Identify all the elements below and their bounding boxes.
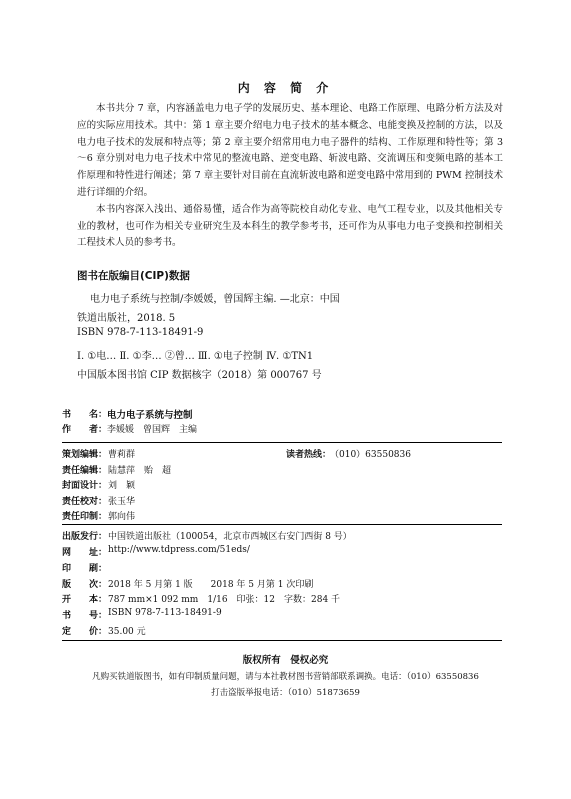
format: 787 mm×1 092 mm 1/16 印张：12 字数：284 千	[108, 595, 341, 605]
quality-notice: 凡购买铁道版图书，如有印制质量问题，请与本社教材图书营销部联系调换。电话：（010）63550836	[92, 672, 479, 682]
edition: 2018 年 5 月第 1 版 2018 年 5 月第 1 次印刷	[108, 580, 314, 590]
planning-editor: 曹莉群	[108, 450, 136, 460]
printer-label: 印 刷：	[62, 564, 108, 574]
price: 35.00 元	[108, 627, 146, 637]
divider-mid	[62, 524, 502, 525]
editor: 陆慧萍 贻 超	[108, 466, 172, 476]
book-title-label: 书 名：	[62, 410, 108, 420]
proofreader-label: 责任校对：	[62, 497, 108, 507]
price-label: 定 价：	[62, 627, 108, 637]
copyright-notice: 版权所有 侵权必究	[242, 655, 329, 666]
website-label: 网 址：	[62, 548, 108, 558]
summary-body	[77, 101, 503, 252]
isbn-label: 书 号：	[62, 611, 108, 621]
edition-label: 版 次：	[62, 580, 108, 590]
summary-paragraph-1: 本书共分 7 章，内容涵盖电力电子学的发展历史、基本理论、电路工作原理、电路分析方法及对应的实际应用技术。其中：第 1 章主要介绍电力电子技术的基本概念、电能变换及控制的方法，以及电力电子技术的发展和特点等；第 2 章主要介绍常用电力电子器件的结构、工作原理和特性等；第 3～6 章分别对电力电子技术中常见的整流电路、逆变电路、斩波电路、交流调压和变频电路的基本工作原理和特性进行阐述；第 7 章主要针对目前在直流斩波电路和逆变电路中常用到的 PWM 控制技术进行详细的介绍。	[77, 103, 503, 198]
book-author-label: 作 者：	[62, 425, 108, 435]
print-supervisor-label: 责任印制：	[62, 512, 108, 522]
format-label: 开 本：	[62, 595, 108, 605]
divider-top	[62, 442, 502, 443]
editor-label: 责任编辑：	[62, 466, 108, 476]
summary-paragraph-2: 本书内容深入浅出、通俗易懂，适合作为高等院校自动化专业、电气工程专业，以及其他相关专业的教材，也可作为相关专业研究生及本科生的教学参考书，还可作为从事电力电子变换和控制相关工程技术人员的参考书。	[77, 203, 503, 249]
proofreader: 张玉华	[108, 497, 136, 507]
isbn: ISBN 978-7-113-18491-9	[108, 608, 222, 618]
hotline: （010）63550836	[330, 450, 411, 460]
cover-design-label: 封面设计：	[62, 481, 108, 491]
cip-line-1: 电力电子系统与控制/李媛媛，曾国辉主编. —北京：中国	[90, 294, 340, 305]
summary-title: 内 容 简 介	[237, 81, 334, 95]
hotline-label: 读者热线：	[286, 450, 332, 460]
planning-editor-label: 策划编辑：	[62, 450, 108, 460]
anti-piracy-hotline: 打击盗版举报电话：（010）51873659	[211, 688, 360, 698]
cip-line-3: ISBN 978-7-113-18491-9	[77, 327, 204, 338]
book-author: 李媛媛 曾国辉 主编	[107, 425, 198, 435]
cip-line-4: Ⅰ. ①电… Ⅱ. ①李… ②曾… Ⅲ. ①电子控制 Ⅳ. ①TN1	[77, 351, 314, 362]
cip-heading: 图书在版编目(CIP)数据	[77, 270, 190, 282]
publisher-label: 出版发行：	[62, 532, 108, 542]
website: http://www.tdpress.com/51eds/	[108, 545, 250, 555]
cover-design: 刘 颖	[108, 481, 136, 491]
cip-line-2: 铁道出版社，2018. 5	[77, 313, 176, 324]
book-title: 电力电子系统与控制	[107, 410, 193, 421]
publisher: 中国铁道出版社（100054，北京市西城区右安门西街 8 号）	[108, 532, 352, 542]
divider-bottom	[62, 640, 502, 641]
print-supervisor: 郭向伟	[108, 512, 136, 522]
cip-line-5: 中国版本图书馆 CIP 数据核字（2018）第 000767 号	[77, 370, 322, 381]
